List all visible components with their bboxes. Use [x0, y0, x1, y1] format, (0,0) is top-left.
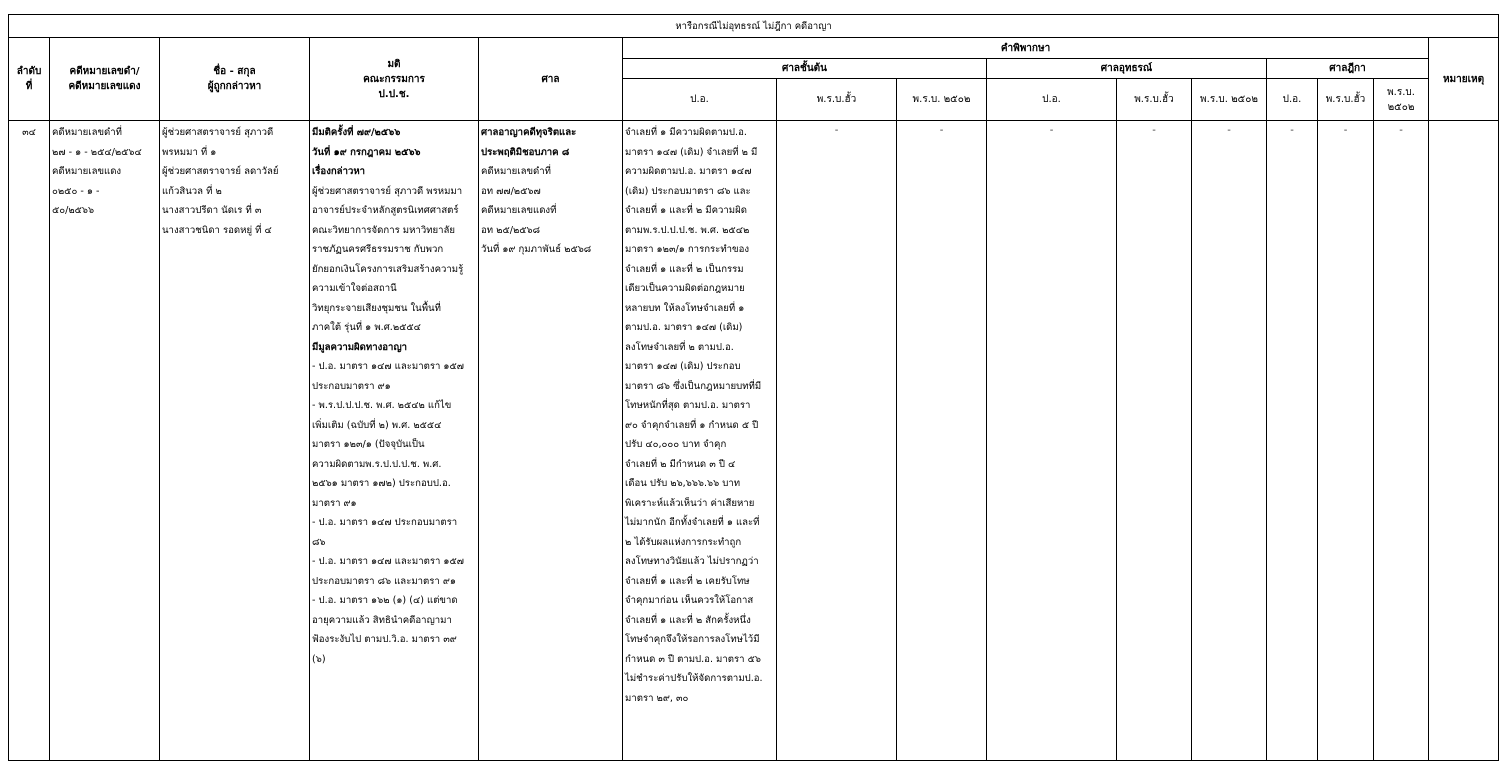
row-appeal-2502-act: -: [1192, 121, 1267, 761]
first-criminal-line: โทษจำคุกจึงให้รอการลงโทษไว้มี: [625, 634, 760, 645]
row-court: [479, 121, 623, 761]
first-criminal-line: ไม่ชำระค่าปรับให้จัดการตามป.อ.: [625, 673, 763, 684]
header-judgment: คำพิพากษา: [623, 38, 1429, 59]
header-appeal-2502-act: พ.ร.บ. ๒๕๐๒: [1192, 79, 1267, 121]
first-criminal-line: โทษหนักที่สุด ตามป.อ. มาตรา: [625, 400, 751, 411]
first-criminal-line: มาตรา ๑๒๓/๑ การกระทำของ: [625, 244, 750, 255]
court-line: อท ๗๗/๒๕๖๗: [481, 185, 541, 197]
court-line: อท ๒๕/๒๕๖๘: [481, 224, 541, 236]
table-caption: หารือกรณีไม่อุทธรณ์ ไม่ฎีกา คดีอาญา: [9, 15, 1499, 38]
row-supreme-criminal: -: [1267, 121, 1318, 761]
table-row: [9, 121, 1499, 761]
row-appeal-bid-act: -: [1117, 121, 1192, 761]
header-case-no-line1: คดีหมายเลขดำ/: [69, 66, 140, 77]
header-name-line2: ผู้ถูกกล่าวหา: [207, 81, 262, 92]
case-no-line: คดีหมายเลขดำที่: [52, 127, 122, 138]
first-criminal-line: มาตรา ๑๔๗ (เดิม) จำเลยที่ ๒ มี: [625, 146, 758, 158]
resolution-line: ภาคใต้ รุ่นที่ ๑ พ.ศ.๒๕๕๔: [312, 322, 421, 333]
header-first-court: ศาลชั้นต้น: [623, 59, 987, 79]
first-criminal-line: มาตรา ๒๙, ๓๐: [625, 692, 689, 704]
resolution-line: - ป.อ. มาตรา ๑๖๒ (๑) (๔) แต่ขาด: [312, 595, 458, 606]
first-criminal-line: หลายบท ให้ลงโทษจำเลยที่ ๑: [625, 302, 745, 314]
name-line: นางสาวปรีดา นัดเร ที่ ๓: [162, 205, 262, 216]
header-appeal-bid-act: พ.ร.บ.ฮั้ว: [1117, 79, 1192, 121]
resolution-line: ๘๖: [312, 536, 326, 548]
header-resolution-line1: มติ: [387, 58, 401, 70]
resolution-line: - ป.อ. มาตรา ๑๔๗ ประกอบมาตรา: [312, 517, 458, 528]
row-first-bid-act: -: [777, 121, 897, 761]
row-names: [160, 121, 310, 761]
first-criminal-line: จำเลยที่ ๑ มีความผิดตามป.อ.: [625, 127, 747, 138]
header-resolution-line3: ป.ป.ช.: [378, 88, 410, 100]
resolution-line: ราชภัฏนครศรีธรรมราช กับพวก: [312, 244, 444, 255]
resolution-line: ประกอบมาตรา ๙๑: [312, 380, 391, 392]
resolution-line: ผู้ช่วยศาสตราจารย์ สุภาวดี พรหมมา: [312, 185, 463, 197]
row-first-criminal: [623, 121, 777, 761]
header-name-line1: ชื่อ - สกุล: [213, 66, 256, 77]
header-supreme-criminal: ป.อ.: [1267, 79, 1318, 121]
row-first-2502-act: -: [897, 121, 987, 761]
resolution-line: ประกอบมาตรา ๘๖ และมาตรา ๙๑: [312, 575, 456, 587]
header-seq-line2: ที่: [25, 81, 33, 92]
resolution-line: คณะวิทยาการจัดการ มหาวิทยาลัย: [312, 224, 456, 236]
row-case-no: [50, 121, 160, 761]
resolution-line: ยักยอกเงินโครงการเสริมสร้างความรู้: [312, 263, 464, 275]
resolution-line: ความผิดตามพ.ร.ป.ป.ป.ช. พ.ศ.: [312, 458, 442, 470]
resolution-line: อาจารย์ประจำหลักสูตรนิเทศศาสตร์: [312, 205, 459, 216]
header-seq-line1: ลำดับ: [16, 66, 42, 77]
header-remark: หมายเหตุ: [1429, 38, 1499, 121]
first-criminal-line: จำเลยที่ ๒ มีกำหนด ๓ ปี ๔: [625, 458, 736, 470]
header-first-2502-act: พ.ร.บ. ๒๕๐๒: [897, 79, 987, 121]
first-criminal-line: เดือน ปรับ ๒๖,๖๖๖.๖๖ บาท: [625, 478, 741, 489]
resolution-line: มีมติครั้งที่ ๗๙/๒๕๖๖: [312, 127, 401, 138]
row-supreme-bid-act: -: [1318, 121, 1374, 761]
case-no-line: คดีหมายเลขแดง: [52, 166, 122, 177]
first-criminal-line: จำเลยที่ ๑ และที่ ๒ มีความผิด: [625, 205, 747, 216]
first-criminal-line: จำเลยที่ ๑ และที่ ๒ เคยรับโทษ: [625, 575, 750, 587]
court-line: ประพฤติมิชอบภาค ๘: [481, 146, 570, 158]
document-table-wrapper: [8, 14, 1499, 761]
first-criminal-line: มาตรา ๑๔๗ (เดิม) ประกอบ: [625, 361, 741, 372]
resolution-line: เพิ่มเติม (ฉบับที่ ๒) พ.ศ. ๒๕๕๔: [312, 419, 442, 431]
resolution-line: มาตรา ๑๒๓/๑ (ปัจจุบันเป็น: [312, 439, 425, 450]
first-criminal-line: พิเคราะห์แล้วเห็นว่า ค่าเสียหาย: [625, 497, 755, 509]
court-line: ศาลอาญาคดีทุจริตและ: [481, 127, 577, 138]
header-seq: [9, 38, 50, 121]
header-court: ศาล: [479, 38, 623, 121]
first-criminal-line: ลงโทษจำเลยที่ ๒ ตามป.อ.: [625, 341, 734, 353]
resolution-line: - พ.ร.ป.ป.ป.ช. พ.ศ. ๒๕๔๒ แก้ไข: [312, 400, 452, 411]
name-line: ผู้ช่วยศาสตราจารย์ ลดาวัลย์: [162, 166, 279, 177]
header-resolution-line2: คณะกรรมการ: [363, 73, 425, 85]
first-criminal-line: ๙๐ จำคุกจำเลยที่ ๑ กำหนด ๕ ปี: [625, 419, 759, 431]
header-case-no: [50, 38, 160, 121]
header-supreme-2502-act: [1374, 79, 1429, 121]
resolution-line: วิทยุกระจายเสียงชุมชน ในพื้นที่: [312, 302, 441, 314]
resolution-line: อายุความแล้ว สิทธินำคดีอาญามา: [312, 614, 452, 626]
row-remark: [1429, 121, 1499, 761]
name-line: ผู้ช่วยศาสตราจารย์ สุภาวดี: [162, 127, 274, 138]
case-no-line: ๐๒๕๐ - ๑ -: [52, 185, 100, 197]
resolution-line: ๒๕๖๑ มาตรา ๑๗๒) ประกอบป.อ.: [312, 478, 451, 489]
first-criminal-line: ลงโทษทางวินัยแล้ว ไม่ปรากฏว่า: [625, 556, 759, 567]
resolution-line: - ป.อ. มาตรา ๑๔๗ และมาตรา ๑๕๗: [312, 556, 464, 567]
header-first-criminal: ป.อ.: [623, 79, 777, 121]
resolution-line: วันที่ ๑๙ กรกฎาคม ๒๕๖๖: [312, 146, 421, 158]
resolution-line: ความเข้าใจต่อสถานี: [312, 283, 397, 294]
header-appeal-court: ศาลอุทธรณ์: [987, 59, 1267, 79]
header-case-no-line2: คดีหมายเลขแดง: [68, 81, 141, 92]
resolution-line: มาตรา ๙๑: [312, 497, 357, 509]
court-line: วันที่ ๑๙ กุมภาพันธ์ ๒๕๖๘: [481, 244, 592, 255]
resolution-line: มีมูลความผิดทางอาญา: [312, 341, 408, 353]
first-criminal-line: ตามป.อ. มาตรา ๑๔๗ (เดิม): [625, 322, 743, 333]
first-criminal-line: ตามพ.ร.ป.ป.ป.ช. พ.ศ. ๒๕๔๒: [625, 224, 750, 236]
first-criminal-line: ๒ ได้รับผลแห่งการกระทำถูก: [625, 536, 742, 548]
case-no-line: ๒๗ - ๑ - ๒๕๔/๒๕๖๔: [52, 146, 142, 158]
row-appeal-criminal: -: [987, 121, 1117, 761]
name-line: แก้วสินวล ที่ ๒: [162, 185, 222, 197]
resolution-line: - ป.อ. มาตรา ๑๔๗ และมาตรา ๑๕๗: [312, 361, 464, 372]
header-supreme-2502-line2: ๒๕๐๒: [1387, 101, 1415, 113]
resolution-line: (๖): [312, 653, 326, 665]
court-line: คดีหมายเลขแดงที่: [481, 205, 557, 216]
first-criminal-line: จำเลยที่ ๑ และที่ ๒ สักครั้งหนึ่ง: [625, 614, 751, 626]
resolution-line: เรื่องกล่าวหา: [312, 166, 366, 177]
name-line: นางสาวชนิดา รอดหยู่ ที่ ๔: [162, 224, 272, 236]
first-criminal-line: มาตรา ๘๖ ซึ่งเป็นกฎหมายบทที่มี: [625, 380, 762, 392]
header-first-bid-act: พ.ร.บ.ฮั้ว: [777, 79, 897, 121]
first-criminal-line: จำคุกมาก่อน เห็นควรให้โอกาส: [625, 595, 754, 606]
first-criminal-line: ไม่มากนัก อีกทั้งจำเลยที่ ๑ และที่: [625, 517, 760, 528]
resolution-line: ฟ้องระงับไป ตามป.วิ.อ. มาตรา ๓๙: [312, 634, 457, 645]
first-criminal-line: (เดิม) ประกอบมาตรา ๘๖ และ: [625, 185, 751, 197]
first-criminal-line: กำหนด ๓ ปี ตามป.อ. มาตรา ๕๖: [625, 653, 761, 665]
row-supreme-2502-act: -: [1374, 121, 1429, 761]
row-seq: ๓๔: [9, 121, 50, 761]
name-line: พรหมมา ที่ ๑: [162, 146, 217, 158]
header-appeal-criminal: ป.อ.: [987, 79, 1117, 121]
row-resolution: [310, 121, 479, 761]
header-supreme-bid-act: พ.ร.บ.ฮั้ว: [1318, 79, 1374, 121]
first-criminal-line: ความผิดตามป.อ. มาตรา ๑๔๗: [625, 166, 752, 177]
first-criminal-line: จำเลยที่ ๑ และที่ ๒ เป็นกรรม: [625, 263, 744, 275]
first-criminal-line: ปรับ ๔๐,๐๐๐ บาท จำคุก: [625, 439, 727, 450]
case-table: [8, 14, 1499, 761]
header-supreme-2502-line1: พ.ร.บ.: [1387, 86, 1415, 98]
header-supreme-court: ศาลฎีกา: [1267, 59, 1429, 79]
case-no-line: ๕๐/๒๕๖๖: [52, 205, 95, 216]
header-name: [160, 38, 310, 121]
first-criminal-line: เดียวเป็นความผิดต่อกฎหมาย: [625, 283, 745, 294]
court-line: คดีหมายเลขดำที่: [481, 166, 551, 177]
header-resolution: [310, 38, 479, 121]
